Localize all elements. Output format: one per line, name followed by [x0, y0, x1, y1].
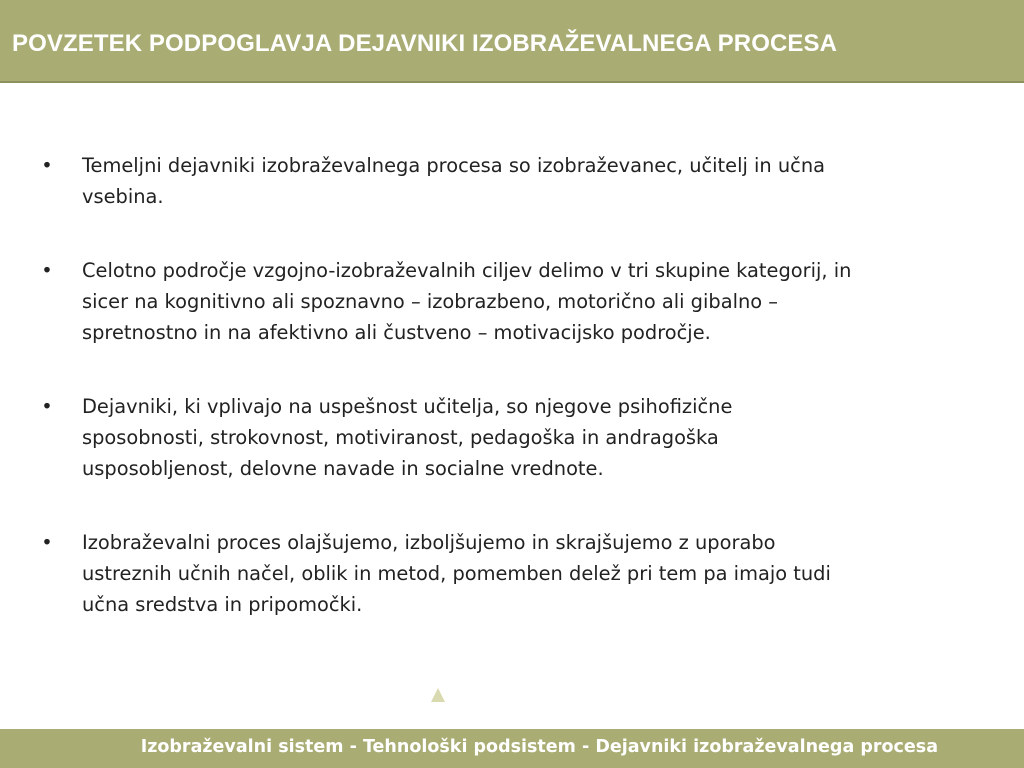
bullet-list: [40, 150, 860, 663]
bullet-icon: •: [41, 395, 53, 418]
decorative-triangle-icon: [431, 688, 445, 702]
header-bar: [0, 0, 1024, 83]
bullet-icon: •: [41, 259, 53, 282]
bullet-icon: •: [41, 531, 53, 554]
slide-title: POVZETEK PODPOGLAVJA DEJAVNIKI IZOBRAŽEVALNEGA PROCESA: [12, 30, 838, 57]
bullet-item: [40, 391, 860, 484]
bullet-text: Dejavniki, ki vplivajo na uspešnost učitelja, so njegove psihofizične sposobnosti, strokovnost, motiviranost, pedagoška in andragoška usposobljenost, delovne navade in socialne vrednote.: [82, 395, 733, 480]
bullet-text: Izobraževalni proces olajšujemo, izboljšujemo in skrajšujemo z uporabo ustreznih učnih načel, oblik in metod, pomemben delež pri tem pa imajo tudi učna sredstva in pripomočki.: [82, 531, 831, 616]
bullet-item: [40, 150, 860, 212]
footer-caption: Izobraževalni sistem - Tehnološki podsistem - Dejavniki izobraževalnega procesa: [140, 737, 938, 757]
bullet-text: Temeljni dejavniki izobraževalnega procesa so izobraževanec, učitelj in učna vsebina.: [82, 154, 825, 208]
bullet-text: Celotno področje vzgojno-izobraževalnih ciljev delimo v tri skupine kategorij, in sicer na kognitivno ali spoznavno – izobrazbeno, motorično ali gibalno – spretnostno in na afektivno ali čustveno – motivacijsko področje.: [82, 259, 852, 344]
bullet-item: [40, 255, 860, 348]
bullet-icon: •: [41, 154, 53, 177]
footer-bar: [0, 729, 1024, 768]
bullet-item: [40, 527, 860, 620]
